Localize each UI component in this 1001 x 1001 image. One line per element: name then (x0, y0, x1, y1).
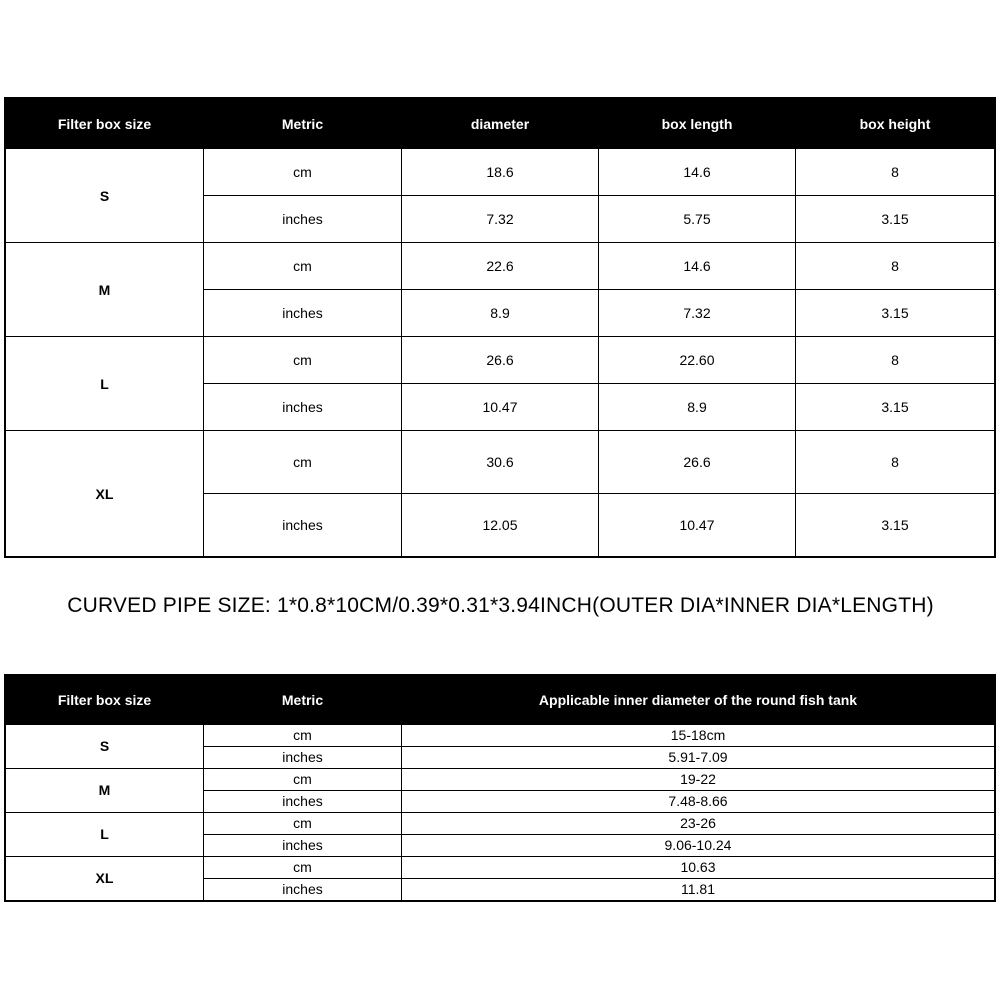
metric-cell: inches (204, 494, 402, 557)
size-cell: L (6, 337, 204, 431)
table-row (6, 337, 995, 384)
size-cell: S (6, 725, 204, 769)
length-cell: 5.75 (599, 196, 796, 243)
height-cell: 8 (796, 337, 995, 384)
length-cell: 26.6 (599, 431, 796, 494)
diameter-cell: 7.32 (402, 196, 599, 243)
height-cell: 3.15 (796, 196, 995, 243)
dimensions-header-row (6, 99, 995, 149)
table-row (6, 243, 995, 290)
height-cell: 3.15 (796, 290, 995, 337)
tank-diameter-cell: 19-22 (402, 769, 995, 791)
diameter-cell: 26.6 (402, 337, 599, 384)
tank-header-row (6, 676, 995, 725)
tank-diameter-cell: 5.91-7.09 (402, 747, 995, 769)
length-cell: 14.6 (599, 243, 796, 290)
dimensions-table (5, 98, 995, 557)
size-cell: L (6, 813, 204, 857)
metric-cell: cm (204, 337, 402, 384)
length-cell: 22.60 (599, 337, 796, 384)
header-filter-box-size: Filter box size (6, 676, 204, 725)
metric-cell: inches (204, 791, 402, 813)
header-tank-inner-diameter: Applicable inner diameter of the round fish tank (402, 676, 995, 725)
size-cell: M (6, 243, 204, 337)
tank-diameter-cell: 10.63 (402, 857, 995, 879)
metric-cell: cm (204, 243, 402, 290)
table-row (6, 857, 995, 879)
metric-cell: cm (204, 725, 402, 747)
diameter-cell: 30.6 (402, 431, 599, 494)
length-cell: 8.9 (599, 384, 796, 431)
height-cell: 3.15 (796, 384, 995, 431)
metric-cell: cm (204, 149, 402, 196)
tank-diameter-cell: 23-26 (402, 813, 995, 835)
table-row (6, 149, 995, 196)
diameter-cell: 12.05 (402, 494, 599, 557)
metric-cell: cm (204, 431, 402, 494)
header-diameter: diameter (402, 99, 599, 149)
header-box-length: box length (599, 99, 796, 149)
diameter-cell: 22.6 (402, 243, 599, 290)
metric-cell: inches (204, 196, 402, 243)
tank-diameter-cell: 15-18cm (402, 725, 995, 747)
metric-cell: inches (204, 879, 402, 901)
curved-pipe-size-note: CURVED PIPE SIZE: 1*0.8*10CM/0.39*0.31*3.94INCH(OUTER DIA*INNER DIA*LENGTH) (67, 594, 934, 617)
metric-cell: inches (204, 747, 402, 769)
header-metric: Metric (204, 676, 402, 725)
height-cell: 3.15 (796, 494, 995, 557)
tank-diameter-cell: 7.48-8.66 (402, 791, 995, 813)
length-cell: 7.32 (599, 290, 796, 337)
header-filter-box-size: Filter box size (6, 99, 204, 149)
diameter-cell: 8.9 (402, 290, 599, 337)
header-box-height: box height (796, 99, 995, 149)
metric-cell: inches (204, 835, 402, 857)
metric-cell: inches (204, 290, 402, 337)
metric-cell: cm (204, 813, 402, 835)
height-cell: 8 (796, 149, 995, 196)
table-row (6, 769, 995, 791)
size-cell: S (6, 149, 204, 243)
header-metric: Metric (204, 99, 402, 149)
tank-diameter-cell: 11.81 (402, 879, 995, 901)
table-row (6, 725, 995, 747)
diameter-cell: 10.47 (402, 384, 599, 431)
size-cell: M (6, 769, 204, 813)
table-row (6, 813, 995, 835)
metric-cell: cm (204, 857, 402, 879)
metric-cell: inches (204, 384, 402, 431)
height-cell: 8 (796, 243, 995, 290)
tank-diameter-cell: 9.06-10.24 (402, 835, 995, 857)
tank-diameter-table (5, 675, 995, 901)
height-cell: 8 (796, 431, 995, 494)
length-cell: 10.47 (599, 494, 796, 557)
size-cell: XL (6, 431, 204, 557)
table-row (6, 431, 995, 494)
length-cell: 14.6 (599, 149, 796, 196)
diameter-cell: 18.6 (402, 149, 599, 196)
metric-cell: cm (204, 769, 402, 791)
size-cell: XL (6, 857, 204, 901)
